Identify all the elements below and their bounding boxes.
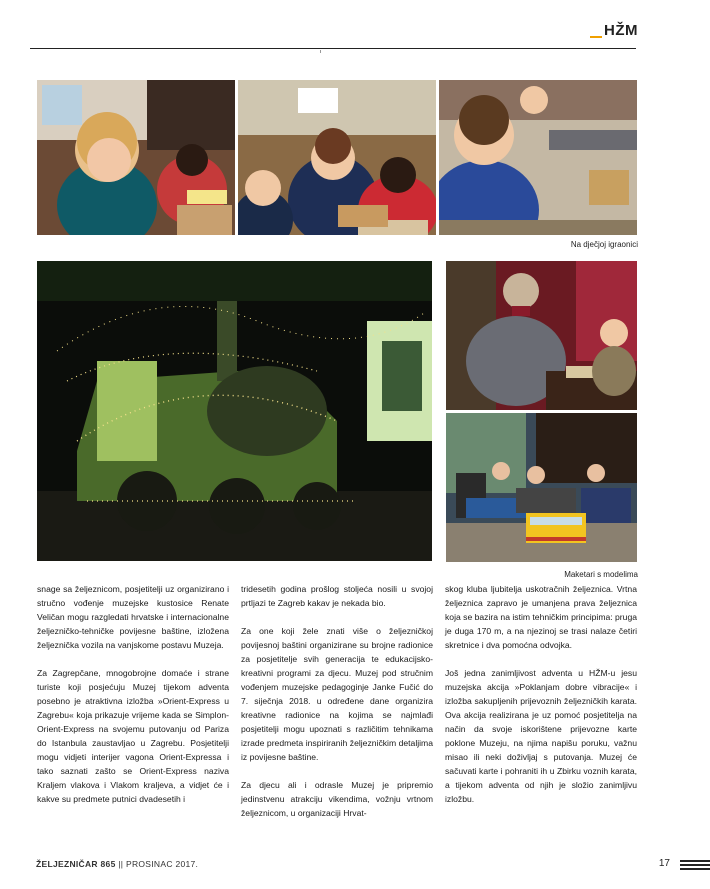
photo-illuminated-locomotive	[37, 261, 432, 561]
caption-playroom: Na dječjoj igraonici	[570, 240, 638, 249]
header-rule	[30, 48, 636, 49]
brand-accent-dash	[590, 36, 602, 38]
article-paragraph: Za Zagrepčane, mnogobrojne domaće i strane turiste koji posjećuju Muzej tijekom adventa posebno je atraktivna izložba »Orient-Express u Zagrebu« koja prikazuje vrijeme kada se Simplon-Orient-Express na svojemu putovanju od Pariza do Istanbula zaustavljao u Zagrebu. Posjetitelji mogu vidjeti interijer vagona Orient-Expressa i tako saznati zašto se Orient-Express naziva Kraljem vlakova i Vlakom kraljeva, a vidjet će i kakve su predmete putnici dvadesetih i	[37, 668, 229, 804]
page-number: 17	[658, 858, 670, 869]
article-column-3	[445, 582, 637, 806]
article-column-1	[37, 582, 229, 806]
article-paragraph: Za djecu ali i odrasle Muzej je pripremio jedinstvenu atrakciju vikendima, vožnju vrtnom željeznicom, u organizaciji Hrvat-	[241, 780, 433, 818]
footer-issue-line	[36, 859, 198, 869]
photo-garden-railway	[446, 413, 637, 562]
photo-chess-mannequin	[446, 261, 637, 410]
footer-bars-decoration	[680, 860, 710, 872]
magazine-brand: HŽM	[604, 22, 638, 39]
footer-issue: PROSINAC 2017.	[125, 859, 199, 869]
photo-children-table	[238, 80, 436, 235]
article-paragraph: Još jedna zanimljivost adventa u HŽM-u jesu muzejska akcija »Poklanjam dobre vibracije« i izložba sakupljenih prijevoznih željezničkih karata. Ova akcija realizirana je uz pomoć posjetitelja na način da svoje iskorištene prijevozne karte poklone Muzeju, na njima napišu poruku, važnu misao ili neki doživljaj s putovanja. Muzej će sačuvati karte i pohraniti ih u Zbirku voznih karata, a tijekom adventa od njih je složio zanimljivu izložbu.	[445, 668, 637, 804]
article-paragraph: tridesetih godina prošlog stoljeća nosili u svojoj prtljazi te Zagreb kakav je nekada bio.	[241, 584, 433, 608]
caption-models: Maketari s modelima	[564, 570, 638, 579]
photo-boy-model-train	[439, 80, 637, 235]
article-paragraph: Za one koji žele znati više o željezničkoj povijesnoj baštini organizirane su brojne radionice za posjetitelje svih generacija te edukacijsko-kreativni programi za djecu. Muzej pod stručnim vođenjem muzejske pedagoginje Janke Fučić do 7. siječnja 2018. u određene dane organizira kreativne radionice na kojima se najmlađi posjetitelji mogu upoznati s različitim tehnikama izrade predmeta inspiriranih željezničkim detaljima iz povijesne baštine.	[241, 626, 433, 762]
header-tick	[320, 50, 321, 53]
article-paragraph: skog kluba ljubitelja uskotračnih željeznica. Vrtna željeznica zapravo je umanjena prava željeznica koja se bazira na istim tehničkim principima: pruga je duga 170 m, a na njezinoj se trasi nalaze četiri skretnice i dva pomoćna odvojka.	[445, 584, 638, 650]
article-paragraph: snage sa željeznicom, posjetitelji uz organizirano i stručno vođenje muzejske kustosice Renate Veličan mogu razgledati hrvatske i internacionalne željezničko-tehničke povijesne baštine, izložena željeznička vozila na vanjskome postavu Muzeja.	[37, 584, 229, 650]
article-body	[37, 582, 637, 852]
footer-separator: ||	[118, 859, 124, 869]
photo-child-crafting	[37, 80, 235, 235]
article-column-2	[241, 582, 433, 820]
footer-magazine: ŽELJEZNIČAR 865	[36, 859, 116, 869]
